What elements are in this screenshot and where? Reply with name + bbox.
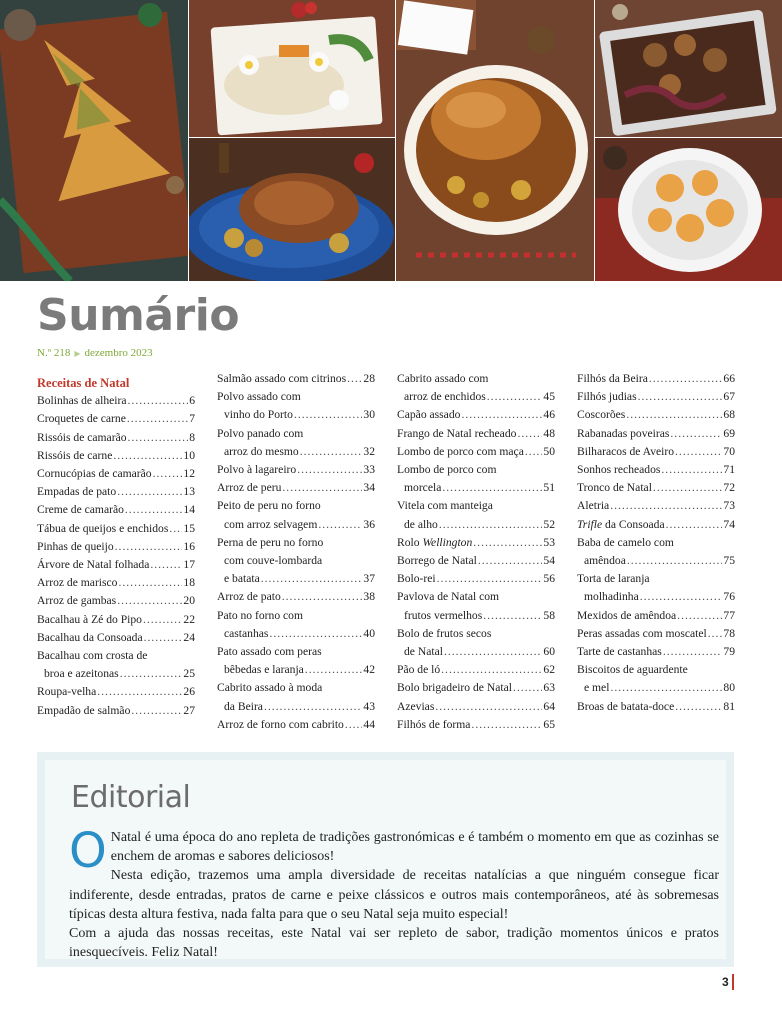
entry-page: 46 — [543, 408, 555, 422]
index-entry — [577, 461, 735, 479]
entry-page: 53 — [543, 535, 555, 549]
entry-title: arroz do mesmo — [224, 444, 299, 458]
page-number: 3 — [722, 975, 729, 989]
entry-title: de Natal — [404, 645, 443, 659]
entry-page: 60 — [543, 645, 555, 659]
dot-leader — [670, 425, 722, 443]
entry-title: Arroz de marisco — [37, 576, 118, 590]
dot-leader — [120, 665, 183, 683]
index-entry — [577, 406, 735, 424]
entry-page: 45 — [543, 390, 555, 404]
dot-leader — [675, 443, 722, 461]
entry-page: 32 — [363, 444, 375, 458]
dot-leader — [144, 629, 183, 647]
editorial-inner — [45, 760, 726, 959]
index-entry — [397, 661, 555, 679]
entry-title: vinho do Porto — [224, 408, 293, 422]
index-entry — [577, 388, 735, 406]
dot-leader — [473, 534, 542, 552]
entry-page: 7 — [189, 412, 195, 426]
dot-leader — [638, 388, 723, 406]
entry-page: 50 — [543, 444, 555, 458]
entry-page: 38 — [363, 590, 375, 604]
index-entry — [577, 370, 735, 388]
entry-page: 25 — [183, 667, 195, 681]
entry-page: 65 — [543, 717, 555, 731]
index-entry — [397, 716, 555, 734]
entry-title: Lombo de porco com — [397, 463, 497, 477]
index-entry — [577, 643, 735, 661]
entry-page: 51 — [543, 481, 555, 495]
entry-title: e mel — [584, 681, 610, 695]
entry-page: 67 — [723, 390, 735, 404]
dot-leader — [125, 501, 183, 519]
entry-title: amêndoa — [584, 554, 626, 568]
entry-title: Rolo Wellington — [397, 535, 473, 549]
entry-title: Empadão de salmão — [37, 703, 131, 717]
index-entry — [577, 534, 735, 570]
entry-title: Polvo panado com — [217, 426, 304, 440]
dot-leader — [627, 552, 723, 570]
index-entry — [397, 534, 555, 552]
entry-title: Bacalhau à Zé do Pipo — [37, 612, 142, 626]
entry-page: 80 — [723, 681, 735, 695]
entry-title: Bacalhau da Consoada — [37, 630, 143, 644]
entry-page: 44 — [363, 717, 375, 731]
entry-title: Tarte de castanhas — [577, 645, 662, 659]
dot-leader — [169, 520, 182, 538]
entry-page: 15 — [183, 521, 195, 535]
index-column-2 — [217, 370, 375, 734]
entry-title: Vitela com manteiga — [397, 499, 493, 513]
issue-line — [37, 347, 153, 359]
dot-leader — [117, 483, 182, 501]
index-entry — [577, 698, 735, 716]
entry-page: 64 — [543, 699, 555, 713]
entry-title: Biscoitos de aguardente — [577, 663, 688, 677]
dot-leader — [653, 479, 722, 497]
index-entry — [37, 447, 195, 465]
index-entry — [37, 574, 195, 592]
index-entry — [397, 497, 555, 533]
dot-leader — [115, 538, 183, 556]
index-entry — [217, 388, 375, 424]
entry-title: Cabrito assado com — [397, 372, 489, 385]
entry-page: 69 — [723, 426, 735, 440]
entry-page: 36 — [363, 517, 375, 531]
entry-title: Filhós da Beira — [577, 372, 648, 385]
entry-title: Pato assado com peras — [217, 645, 322, 659]
dot-leader — [305, 661, 363, 679]
dot-leader — [708, 625, 723, 643]
dot-leader — [127, 410, 188, 428]
entry-page: 56 — [543, 572, 555, 586]
dot-leader — [269, 625, 362, 643]
dot-leader — [282, 588, 363, 606]
entry-title: Azevias — [397, 699, 435, 713]
dot-leader — [441, 661, 542, 679]
dot-leader — [640, 588, 723, 606]
index-entry — [577, 443, 735, 461]
dot-leader — [610, 497, 722, 515]
index-list — [397, 370, 555, 734]
dot-leader — [675, 698, 722, 716]
index-entry — [37, 429, 195, 447]
index-column-1 — [37, 370, 195, 720]
entry-page: 33 — [363, 463, 375, 477]
index-entry — [397, 461, 555, 497]
dot-leader — [300, 443, 363, 461]
dot-leader — [661, 461, 722, 479]
entry-page: 43 — [363, 699, 375, 713]
entry-title: broa e azeitonas — [44, 667, 119, 681]
entry-title: e batata — [224, 572, 260, 586]
dot-leader — [677, 607, 722, 625]
entry-title: Creme de camarão — [37, 503, 124, 517]
entry-title: Frango de Natal recheado — [397, 426, 517, 440]
entry-page: 66 — [723, 372, 735, 385]
index-entry — [217, 461, 375, 479]
dot-leader — [525, 443, 543, 461]
dot-leader — [442, 479, 542, 497]
issue-number: N.º 218 — [37, 347, 71, 359]
index-entry — [217, 370, 375, 388]
index-entry — [37, 702, 195, 720]
entry-page: 8 — [189, 430, 195, 444]
section-heading: Receitas de Natal — [37, 376, 130, 390]
entry-title: Roupa-velha — [37, 685, 97, 699]
entry-title: Broas de batata-doce — [577, 699, 675, 713]
editorial-paragraph-3: Com a ajuda das nossas receitas, este Natal vai ser repleto de sabor, tradição momentos únicos e pratos inesquecíveis. Feliz Natal! — [69, 926, 719, 961]
dot-leader — [113, 447, 182, 465]
entry-title: Pato no forno com — [217, 608, 303, 622]
dot-leader — [478, 552, 543, 570]
entry-title: Lombo de porco com maça — [397, 444, 524, 458]
index-entry — [577, 625, 735, 643]
entry-page: 48 — [543, 426, 555, 440]
index-entry — [37, 556, 195, 574]
photo-cod-with-vegetables — [189, 0, 395, 137]
entry-title: bêbedas e laranja — [224, 663, 304, 677]
entry-title: molhadinha — [584, 590, 639, 604]
entry-title: com couve-lombarda — [224, 554, 323, 568]
entry-page: 12 — [183, 467, 195, 481]
entry-title: morcela — [404, 481, 442, 495]
drop-cap: O — [69, 823, 107, 879]
entry-title: Bacalhau com crosta de — [37, 649, 148, 663]
entry-page: 74 — [723, 517, 735, 531]
entry-title: Polvo assado com — [217, 390, 301, 404]
index-entry — [217, 425, 375, 461]
entry-title: Polvo à lagareiro — [217, 463, 297, 477]
entry-title: Arroz de peru — [217, 481, 282, 495]
entry-page: 75 — [723, 554, 735, 568]
entry-page: 70 — [723, 444, 735, 458]
dot-leader — [153, 465, 183, 483]
index-entry — [37, 520, 195, 538]
entry-page: 18 — [183, 576, 195, 590]
entry-title: da Beira — [224, 699, 263, 713]
entry-page: 52 — [543, 517, 555, 531]
entry-page: 54 — [543, 554, 555, 568]
index-entry — [577, 661, 735, 697]
entry-page: 17 — [183, 558, 195, 572]
dot-leader — [435, 698, 542, 716]
index-entry — [397, 570, 555, 588]
dot-leader — [663, 643, 723, 661]
index-entry — [37, 629, 195, 647]
entry-title: Árvore de Natal folhada — [37, 558, 150, 572]
entry-title: Bolo-rei — [397, 572, 436, 586]
entry-page: 62 — [543, 663, 555, 677]
entry-title: Mexidos de amêndoa — [577, 608, 677, 622]
editorial-body — [69, 823, 719, 962]
dot-leader — [461, 406, 542, 424]
index-entry — [217, 643, 375, 679]
entry-title: Trifle da Consoada — [577, 517, 665, 531]
entry-page: 77 — [723, 608, 735, 622]
entry-page: 42 — [363, 663, 375, 677]
entry-page: 72 — [723, 481, 735, 495]
dot-leader — [297, 461, 362, 479]
editorial-paragraph-1: Natal é uma época do ano repleta de tradições gastronómicas e é também o momento em que as cozinhas se enchem de aromas e sabores deliciosos! — [110, 830, 719, 865]
dot-leader — [626, 406, 722, 424]
entry-title: Rissóis de camarão — [37, 430, 127, 444]
entry-page: 71 — [723, 463, 735, 477]
issue-date: dezembro 2023 — [84, 347, 153, 359]
index-list — [37, 392, 195, 720]
dot-leader — [666, 516, 723, 534]
dot-leader — [97, 683, 182, 701]
dot-leader — [487, 388, 543, 406]
entry-title: Borrego de Natal — [397, 554, 477, 568]
dot-leader — [128, 392, 189, 410]
entry-title: Croquetes de carne — [37, 412, 126, 426]
entry-page: 27 — [183, 703, 195, 717]
index-entry — [397, 443, 555, 461]
entry-title: Aletria — [577, 499, 610, 513]
photo-christmas-tree-pastry — [0, 0, 188, 281]
dot-leader — [118, 574, 182, 592]
index-entry — [217, 534, 375, 589]
dot-leader — [131, 702, 182, 720]
index-entry — [577, 570, 735, 606]
index-entry — [217, 716, 375, 734]
entry-title: Bolinhas de alheira — [37, 394, 127, 408]
index-entry — [397, 370, 555, 406]
index-entry — [397, 698, 555, 716]
index-entry — [37, 483, 195, 501]
dot-leader — [282, 479, 362, 497]
editorial-heading: Editorial — [71, 780, 191, 815]
dot-leader — [143, 611, 182, 629]
index-entry — [37, 647, 195, 683]
photo-stuffed-chicken — [396, 0, 594, 281]
entry-page: 76 — [723, 590, 735, 604]
entry-title: Arroz de pato — [217, 590, 281, 604]
page-title: Sumário — [37, 290, 240, 341]
entry-page: 10 — [183, 448, 195, 462]
entry-title: Pavlova de Natal com — [397, 590, 500, 604]
entry-page: 14 — [183, 503, 195, 517]
index-entry — [217, 479, 375, 497]
entry-page: 16 — [183, 539, 195, 553]
index-entry — [577, 607, 735, 625]
index-entry — [577, 516, 735, 534]
entry-title: frutos vermelhos — [404, 608, 483, 622]
entry-title: Filhós de forma — [397, 717, 471, 731]
dot-leader — [150, 556, 182, 574]
entry-page: 37 — [363, 572, 375, 586]
index-entry — [217, 607, 375, 643]
index-column-4 — [577, 370, 735, 716]
index-entry — [217, 588, 375, 606]
index-entry — [37, 392, 195, 410]
photo-collage — [0, 0, 782, 281]
index-entry — [217, 497, 375, 533]
index-entry — [37, 538, 195, 556]
index-entry — [397, 625, 555, 661]
index-entry — [37, 683, 195, 701]
entry-page: 28 — [363, 372, 375, 385]
entry-title: de alho — [404, 517, 438, 531]
index-entry — [397, 406, 555, 424]
entry-title: Torta de laranja — [577, 572, 650, 586]
entry-title: com arroz selvagem — [224, 517, 318, 531]
dot-leader — [128, 429, 189, 447]
entry-page: 73 — [723, 499, 735, 513]
editorial-box — [37, 752, 734, 967]
index-entry — [217, 679, 375, 715]
entry-title: Cornucópias de camarão — [37, 467, 152, 481]
entry-title: castanhas — [224, 626, 269, 640]
entry-page: 58 — [543, 608, 555, 622]
dot-leader — [318, 516, 362, 534]
entry-page: 24 — [183, 630, 195, 644]
entry-title: Rissóis de carne — [37, 448, 113, 462]
dot-leader — [345, 716, 363, 734]
index-column-3 — [397, 370, 555, 734]
entry-title: Filhós judias — [577, 390, 637, 404]
dot-leader — [649, 370, 723, 388]
photo-roast-octopus — [595, 0, 782, 137]
entry-title: Tronco de Natal — [577, 481, 652, 495]
dot-leader — [444, 643, 542, 661]
entry-title: Bilharacos de Aveiro — [577, 444, 675, 458]
entry-title: arroz de enchidos — [404, 390, 486, 404]
entry-title: Arroz de gambas — [37, 594, 117, 608]
dot-leader — [261, 570, 363, 588]
entry-page: 22 — [183, 612, 195, 626]
entry-title: Tábua de queijos e enchidos — [37, 521, 169, 535]
dot-leader — [347, 370, 362, 388]
entry-page: 26 — [183, 685, 195, 699]
entry-title: Pão de ló — [397, 663, 441, 677]
entry-title: Arroz de forno com cabrito — [217, 717, 344, 731]
index-entry — [37, 501, 195, 519]
index-entry — [37, 611, 195, 629]
entry-page: 6 — [189, 394, 195, 408]
entry-title: Empadas de pato — [37, 485, 117, 499]
dot-leader — [439, 516, 543, 534]
entry-title: Perna de peru no forno — [217, 535, 324, 549]
entry-title: Baba de camelo com — [577, 535, 674, 549]
photo-roast-turkey — [189, 138, 395, 281]
dot-leader — [117, 592, 182, 610]
entry-title: Bolo de frutos secos — [397, 626, 492, 640]
entry-title: Bolo brigadeiro de Natal — [397, 681, 512, 695]
editorial-paragraph-2: Nesta edição, trazemos uma ampla diversidade de receitas natalícias a que ninguém consegue ficar indiferente, desde entradas, pratos de carne e peixe clássicos e outros mais contemporâneos, até às sobremesas típicas desta altura festiva, nada falta para que o seu Natal seja muito especial! — [69, 868, 719, 922]
entry-title: Salmão assado com citrinos — [217, 372, 347, 385]
entry-page: 30 — [363, 408, 375, 422]
dot-leader — [610, 679, 722, 697]
entry-title: Coscorões — [577, 408, 626, 422]
index-list — [577, 370, 735, 716]
entry-page: 79 — [723, 645, 735, 659]
dot-leader — [471, 716, 542, 734]
index-entry — [397, 425, 555, 443]
index-list — [217, 370, 375, 734]
entry-page: 68 — [723, 408, 735, 422]
dot-leader — [483, 607, 542, 625]
entry-page: 63 — [543, 681, 555, 695]
entry-page: 78 — [723, 626, 735, 640]
entry-page: 40 — [363, 626, 375, 640]
dot-leader — [294, 406, 362, 424]
index-entry — [397, 679, 555, 697]
entry-title: Pinhas de queijo — [37, 539, 114, 553]
index-entry — [397, 588, 555, 624]
dot-leader — [513, 679, 542, 697]
photo-rosette-fritters — [595, 138, 782, 281]
entry-page: 81 — [723, 699, 735, 713]
entry-page: 20 — [183, 594, 195, 608]
index-entry — [577, 425, 735, 443]
entry-page: 34 — [363, 481, 375, 495]
entry-title: Peito de peru no forno — [217, 499, 321, 513]
entry-title: Cabrito assado à moda — [217, 681, 323, 695]
entry-page: 13 — [183, 485, 195, 499]
dot-leader — [264, 698, 362, 716]
entry-title: Sonhos recheados — [577, 463, 661, 477]
index-entry — [577, 497, 735, 515]
entry-title: Rabanadas poveiras — [577, 426, 670, 440]
index-entry — [577, 479, 735, 497]
entry-title: Peras assadas com moscatel — [577, 626, 707, 640]
index-entry — [37, 410, 195, 428]
dot-leader — [517, 425, 542, 443]
index-entry — [37, 592, 195, 610]
page-number-bar — [732, 974, 734, 990]
triangle-separator-icon: ▶ — [74, 349, 81, 358]
index-entry — [397, 552, 555, 570]
index-entry — [37, 465, 195, 483]
entry-title: Capão assado — [397, 408, 461, 422]
dot-leader — [437, 570, 543, 588]
